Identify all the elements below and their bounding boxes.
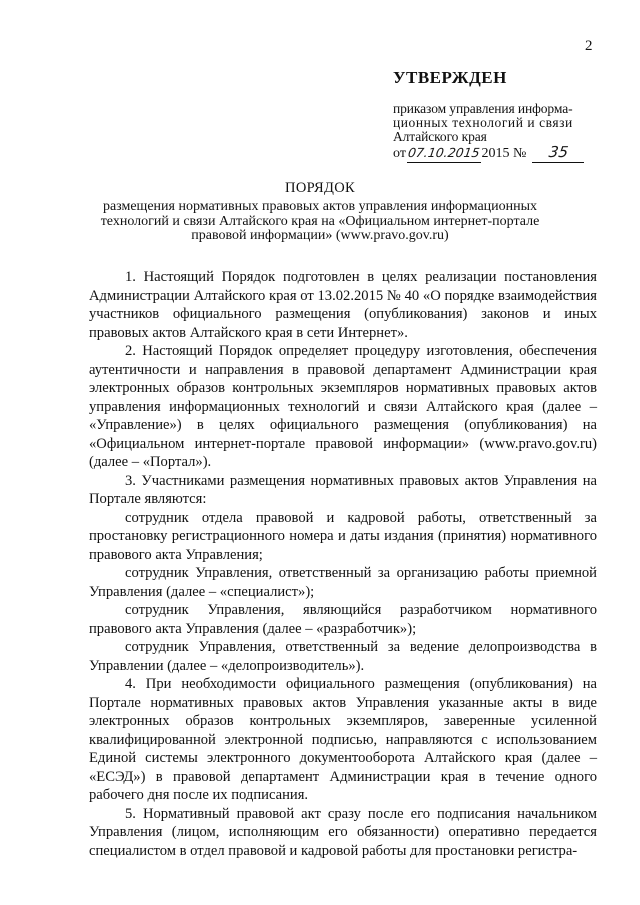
year-number-label: 2015 № [481,146,527,161]
approval-title: УТВЕРЖДЕН [393,68,507,87]
approval-date-line [393,144,608,163]
page-number: 2 [585,38,593,54]
approval-line-1: приказом управления информа- [393,101,573,116]
handwritten-date [407,145,481,163]
handwritten-number-text: 35 [547,143,570,161]
paragraph-5: 5. Нормативный правовой акт сразу после его подписания начальником Управления (лицом, исполняющим его обязанности) оперативно передается специалистом в отдел правовой и кадровой работы для простановки регистра- [89,805,597,859]
approval-line-3: Алтайского края [393,129,487,144]
paragraph-4: 4. При необходимости официального размещения (опубликования) на Портале нормативных правовых актов Управления указанные акты в виде электронных образов контрольных экземпляров, заверенные усиленной квалифицированной электронной подписью, направляются с использованием Единой системы электронного документооборота Алтайского края (далее – «ЕСЭД») в правовой департамент Администрации края в течение одного рабочего дня после их подписания. [89,676,597,803]
approval-stamp [393,68,608,163]
participant-clerk: сотрудник Управления, ответственный за ведение делопроизводства в Управлении (далее – «делопроизводитель»). [89,639,597,674]
approval-line-2: ционных технологий и связи [393,115,573,130]
handwritten-number [532,144,584,163]
participant-specialist: сотрудник Управления, ответственный за организацию работы приемной Управления (далее – «специалист»); [89,565,597,600]
paragraph-1: 1. Настоящий Порядок подготовлен в целях реализации постановления Администрации Алтайского края от 13.02.2015 № 40 «О порядке взаимодействия участников официального размещения (опубликования) законов и иных правовых актов Алтайского края в сети Интернет». [89,269,597,341]
paragraph-2: 2. Настоящий Порядок определяет процедуру изготовления, обеспечения аутентичности и направления в правовой департамент Администрации края электронных образов контрольных экземпляров нормативных правовых актов управления информационных технологий и связи Алтайского края (далее – «Управление») в целях официального размещения (опубликования) на «Официальном интернет-портале правовой информации» (www.pravo.gov.ru) (далее – «Портал»). [89,343,597,470]
document-title: ПОРЯДОК [285,180,355,196]
document-heading [0,180,640,244]
date-prefix: от [393,146,406,161]
participant-developer: сотрудник Управления, являющийся разработчиком нормативного правового акта Управления (далее – «разработчик»); [89,602,597,637]
document-body [89,268,597,860]
document-subtitle: размещения нормативных правовых актов управления информационных технологий и связи Алтайского края на «Официальном интернет-портале правовой информации» (www.pravo.gov.ru) [100,199,540,243]
participant-legal-officer: сотрудник отдела правовой и кадровой работы, ответственный за простановку регистрационного номера и даты издания (принятия) нормативного правового акта Управления; [89,509,597,563]
handwritten-date-text: 07.10.2015 [406,145,481,160]
paragraph-3: 3. Участниками размещения нормативных правовых актов Управления на Портале являются: [89,472,597,507]
